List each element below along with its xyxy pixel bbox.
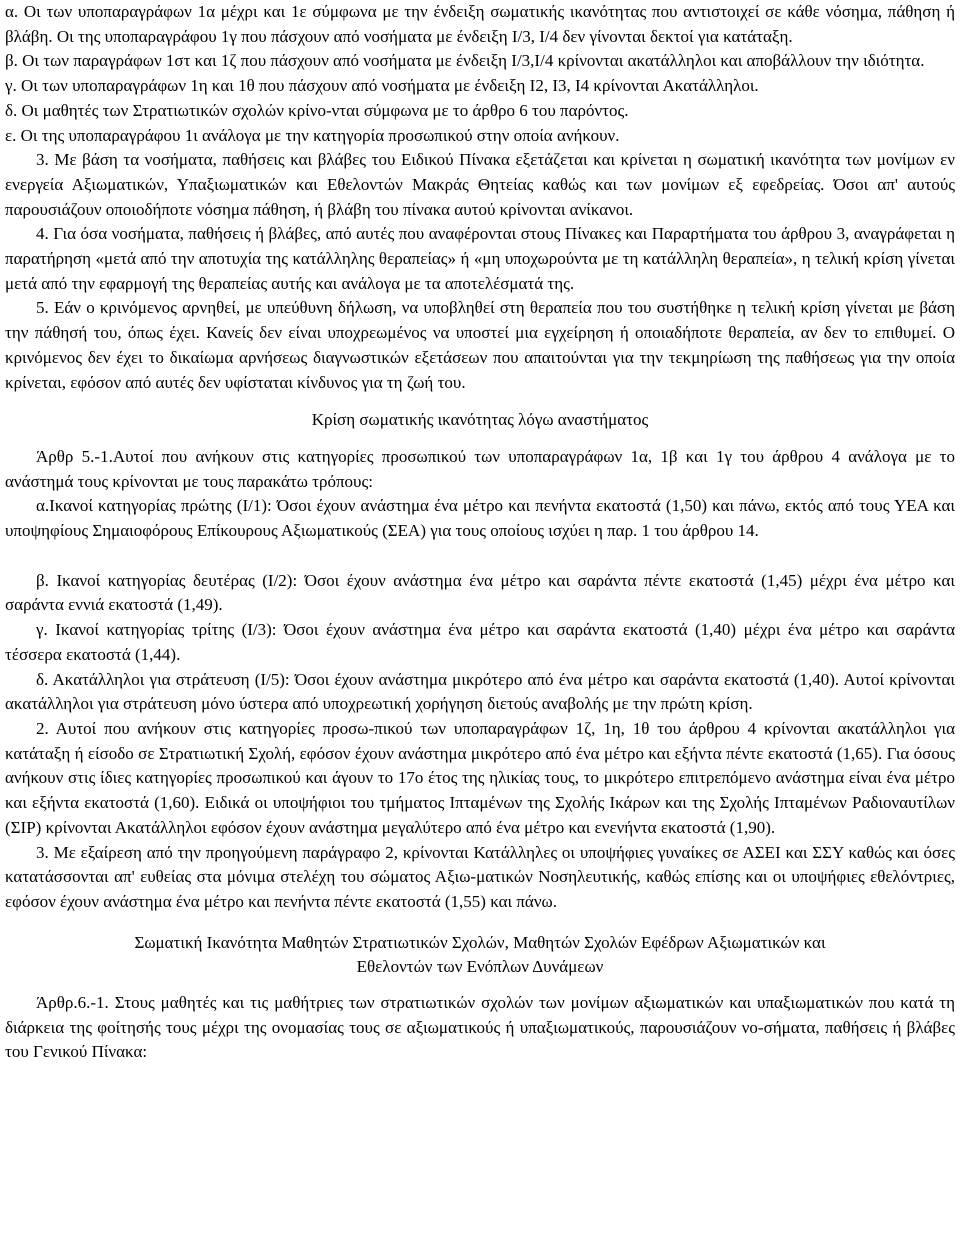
spacer [5, 915, 955, 931]
paragraph-3-special-table: 3. Με βάση τα νοσήματα, παθήσεις και βλάβες του Ειδικού Πίνακα εξετάζεται και κρίνεται η σωματική ικανότητα των μονίμων εν ενεργεία Αξιωματικών, Υπαξιωματικών και Εθελοντών Μακράς Θητείας καθώς και των μονίμων εξ εφεδρείας. Όσοι απ' αυτούς παρουσιάζουν οποιοδήποτε νόσημα πάθηση, ή βλάβη του πίνακα αυτού κρίνονται ανίκανοι. [5, 150, 955, 219]
section-heading-students-line-2: Εθελοντών των Ενόπλων Δυνάμεων [356, 957, 604, 977]
section-heading-students-line-1: Σωματική Ικανότητα Μαθητών Στρατιωτικών Σχολών, Μαθητών Σχολών Εφέδρων Αξιωματικών και [134, 932, 826, 952]
article-5-paragraph-2: 2. Αυτοί που ανήκουν στις κατηγορίες προσω-πικού των υποπαραγράφων 1ζ, 1η, 1θ του άρθρου 4 κρίνονται ακατάλληλοι για κατάταξη ή είσοδο σε Στρατιωτική Σχολή, εφόσον έχουν ανάστημα μικρότερο από ένα μέτρο και εξήντα πέντε εκατοστά (1,65). Για όσους ανήκουν στις ίδιες κατηγορίες προσωπικού και άγουν το 17ο έτος της ηλικίας τους, το μικρότερο επιτρεπόμενο ανάστημα είναι ένα μέτρο και εξήντα εκατοστά (1,60). Ειδικά οι υποψήφιοι του τμήματος Ιπταμένων της Σχολής Ικάρων και της Σχολής Ιπταμένων Ραδιοναυτίλων (ΣΙΡ) κρίνονται Ακατάλληλοι εφόσον έχουν ανάστημα μεγαλύτερο από ένα μέτρο και ενενήντα εκατοστά (1,90). [5, 718, 955, 837]
spacer [5, 544, 955, 569]
article-5-paragraph-3: 3. Με εξαίρεση από την προηγούμενη παράγραφο 2, κρίνονται Κατάλληλες οι υποψήφιες γυναίκες σε ΑΣΕΙ και ΣΣΥ καθώς και όσες κατατάσσονται απ' ευθείας στα μόνιμα στελέχη του σώματος Αξιω-ματικών Νοσηλευτικής, καθώς επίσης και οι υποψήφιες εθελόντριες, εφόσον έχουν ανάστημα ένα μέτρο και πενήντα πέντε εκατοστά (1,55) και πάνω. [5, 842, 955, 911]
paragraph-1st-1z: β. Οι των παραγράφων 1στ και 1ζ που πάσχουν από νοσήματα με ένδειξη Ι/3,Ι/4 κρίνονται ακατάλληλοι και αποβάλλουν την ιδιότητα. [5, 51, 925, 71]
spacer [5, 980, 955, 991]
spacer [5, 433, 955, 445]
article-5-category-2: β. Ικανοί κατηγορίας δευτέρας (Ι/2): Όσοι έχουν ανάστημα ένα μέτρο και σαράντα πέντε εκατοστά (1,45) μέχρι ένα μέτρο και σαράντα εννιά εκατοστά (1,49). [5, 570, 955, 615]
article-5-category-1: α.Ικανοί κατηγορίας πρώτης (Ι/1): Όσοι έχουν ανάστημα ένα μέτρο και πενήντα εκατοστά (1,50) και πάνω, εκτός από τους ΥΕΑ και υποψηφίους Σημαιοφόρους Επίκουρους Αξιωματικούς (ΣΕΑ) για τους οποίους ισχύει η παρ. 1 του άρθρου 14. [5, 496, 955, 541]
section-heading-height: Κρίση σωματικής ικανότητας λόγω αναστήματος [311, 410, 649, 430]
paragraph-military-students: δ. Οι μαθητές των Στρατιωτικών σχολών κρίνο-νται σύμφωνα με το άρθρο 6 του παρόντος. [5, 100, 629, 120]
article-5-unfit: δ. Ακατάλληλοι για στράτευση (Ι/5): Όσοι έχουν ανάστημα μικρότερο από ένα μέτρο και σαράντα εκατοστά (1,40). Αυτοί κρίνονται ακατάλληλοι για στράτευση μόνο ύστερα από υποχρεωτική χορήγηση διετούς αναβολής με την πρώτη κρίση. [5, 669, 955, 714]
paragraph-5-refusal: 5. Εάν ο κρινόμενος αρνηθεί, με υπεύθυνη δήλωση, να υποβληθεί στη θεραπεία που του συστήθηκε η τελική κρίση γίνεται με βάση την πάθησή του, όπως έχει. Κανείς δεν είναι υποχρεωμένος να υποστεί μια εγχείρηση ή οποιαδήποτε θεραπεία, αν δεν το επιθυμεί. Ο κρινόμενος δεν έχει το δικαίωμα αρνήσεως διαγνωστικών εξετάσεων που απαιτούνται για την τεκμηρίωση της παθήσεως για την οποία κρίνεται, εφόσον από αυτές δεν υφίσταται κίνδυνος για τη ζωή του. [5, 298, 955, 392]
article-5-category-3: γ. Ικανοί κατηγορίας τρίτης (Ι/3): Όσοι έχουν ανάστημα ένα μέτρο και σαράντα εκατοστά (1,40) μέχρι ένα μέτρο και σαράντα τέσσερα εκατοστά (1,44). [5, 620, 955, 664]
paragraph-1i: ε. Οι της υποπαραγράφου 1ι ανάλογα με την κατηγορία προσωπικού στην οποία ανήκουν. [5, 125, 620, 145]
article-5-intro: Άρθρ 5.-1.Αυτοί που ανήκουν στις κατηγορίες προσωπικού των υποπαραγράφων 1α, 1β και 1γ του άρθρου 4 ανάλογα με το ανάστημά τους κρίνονται με τους παρακάτω τρόπους: [5, 446, 955, 491]
paragraph-1a-1e: α. Οι των υποπαραγράφων 1α μέχρι και 1ε σύμφωνα με την ένδειξη σωματικής ικανότητας που αντιστοιχεί σε κάθε νόσημα, πάθηση ή βλάβη. Οι της υποπαραγράφου 1γ που πάσχουν από νοσήματα με ένδειξη Ι/3, Ι/4 δεν γίνονται δεκτοί για κατάταξη. [5, 2, 955, 46]
article-6-intro: Άρθρ.6.-1. Στους μαθητές και τις μαθήτριες των στρατιωτικών σχολών των μονίμων αξιωματικών και υπαξιωματικών που κατά τη διάρκεια της φοίτησής τους μέχρι της ονομασίας τους σε αξιωματικούς ή υπαξιωματικούς, παρουσιάζουν νο-σήματα, παθήσεις ή βλάβες του Γενικού Πίνακα: [5, 993, 955, 1062]
spacer [5, 395, 955, 408]
paragraph-4-therapy: 4. Για όσα νοσήματα, παθήσεις ή βλάβες, από αυτές που αναφέρονται στους Πίνακες και Παραρτήματα του άρθρου 3, αναγράφεται η παρατήρηση «μετά από την αποτυχία της κατάλληλης θεραπείας» ή «μη υποχωρούντα με τη κατάλληλη θεραπεία», η τελική κρίση γίνεται μετά από την εφαρμογή της θεραπείας αυτής και ανάλογα με τα αποτελέσματά της. [5, 224, 955, 293]
paragraph-1h-1th: γ. Οι των υποπαραγράφων 1η και 1θ που πάσχουν από νοσήματα με ένδειξη Ι2, Ι3, Ι4 κρίνονται Ακατάλληλοι. [5, 76, 759, 96]
